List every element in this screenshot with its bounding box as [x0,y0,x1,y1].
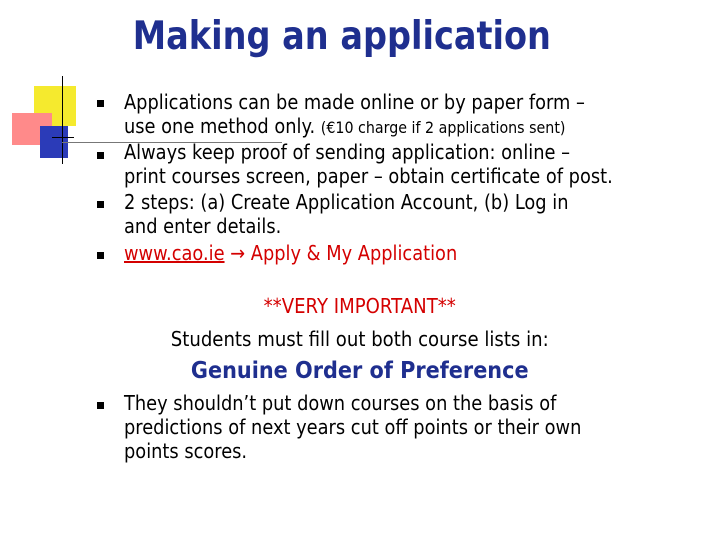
bullet-text-1 [124,90,585,140]
bullet-3-line-1: 2 steps: (a) Create Application Account, (b) Log in [124,190,569,214]
decorative-vertical-line [62,76,63,164]
genuine-order-heading: Genuine Order of Preference [190,358,529,384]
bullet-5-line-2: predictions of next years cut off points or their own [124,415,582,439]
bullet-1-line-2-main: use one method only. [124,114,321,138]
bullet-marker [97,402,104,409]
bullet-text-4 [124,241,457,265]
bullet-2-line-1: Always keep proof of sending application: online – [124,140,571,164]
bullet-1-line-2 [124,114,585,140]
bullet-text-3 [124,190,568,238]
decorative-horizontal-line [52,137,74,138]
bullet-text-5 [124,391,581,463]
bullet-marker [97,252,104,259]
bullet-marker [97,201,104,208]
bullet-5-line-3: points scores. [124,439,248,463]
slide-title: Making an application [132,14,551,59]
apply-my-application-text: Apply & My Application [245,241,458,265]
important-notice: **VERY IMPORTANT** [263,294,456,318]
bullet-marker [97,152,104,159]
bullet-3-line-2: and enter details. [124,214,282,238]
bullet-marker [97,100,104,107]
cao-website-link[interactable]: www.cao.ie [124,241,225,265]
students-instruction: Students must fill out both course lists in: [170,327,549,351]
bullet-1-line-1: Applications can be made online or by paper form – [124,90,585,114]
bullet-1-charge-note: (€10 charge if 2 applications sent) [320,118,566,137]
bullet-2-line-2: print courses screen, paper – obtain certificate of post. [124,164,613,188]
bullet-5-line-1: They shouldn’t put down courses on the basis of [124,391,557,415]
bullet-text-2 [124,140,613,188]
arrow-icon: → [230,241,246,265]
